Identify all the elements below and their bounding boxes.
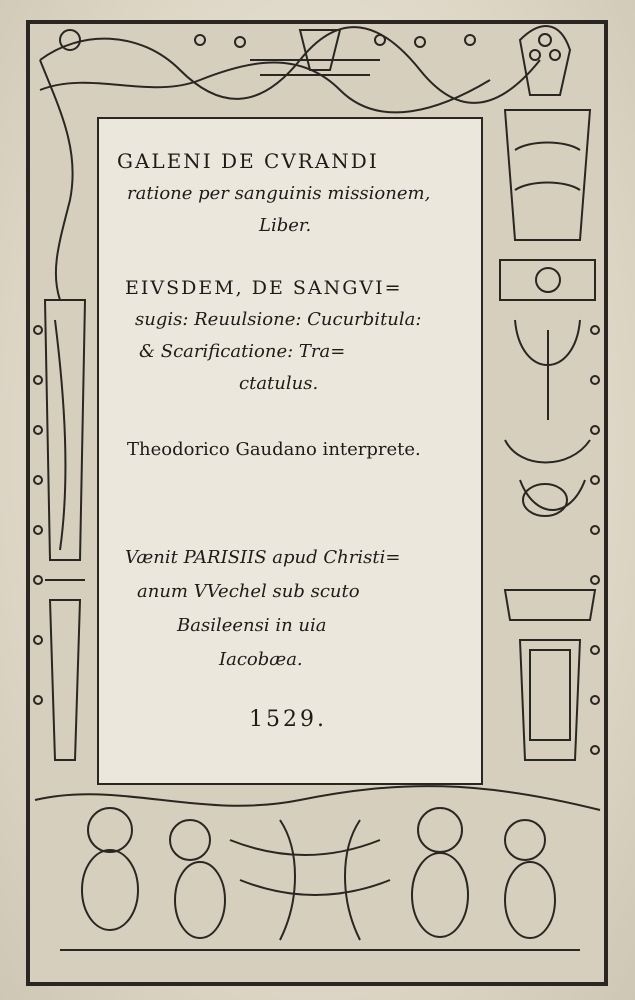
imprint-line-4: Iacobæa. xyxy=(219,649,303,670)
publication-year: 1529. xyxy=(249,707,327,732)
title-line-2: ratione per sanguinis missionem, xyxy=(127,183,431,204)
imprint-line-3: Basileensi in uia xyxy=(177,615,327,636)
title-line-3: Liber. xyxy=(259,215,312,236)
imprint-line-2: anum VVechel sub scuto xyxy=(137,581,360,602)
subtitle-line-3: & Scarificatione: Tra= xyxy=(139,341,346,362)
subtitle-line-2: sugis: Reuulsione: Cucurbitula: xyxy=(135,309,422,330)
title-line-1: GALENI DE CVRANDI xyxy=(117,149,379,173)
title-text-panel xyxy=(97,117,483,785)
subtitle-line-1: EIVSDEM, DE SANGVI= xyxy=(125,277,403,299)
subtitle-line-4: ctatulus. xyxy=(239,373,319,394)
translator-line: Theodorico Gaudano interprete. xyxy=(127,439,421,460)
imprint-line-1: Vænit PARISIIS apud Christi= xyxy=(125,547,401,568)
